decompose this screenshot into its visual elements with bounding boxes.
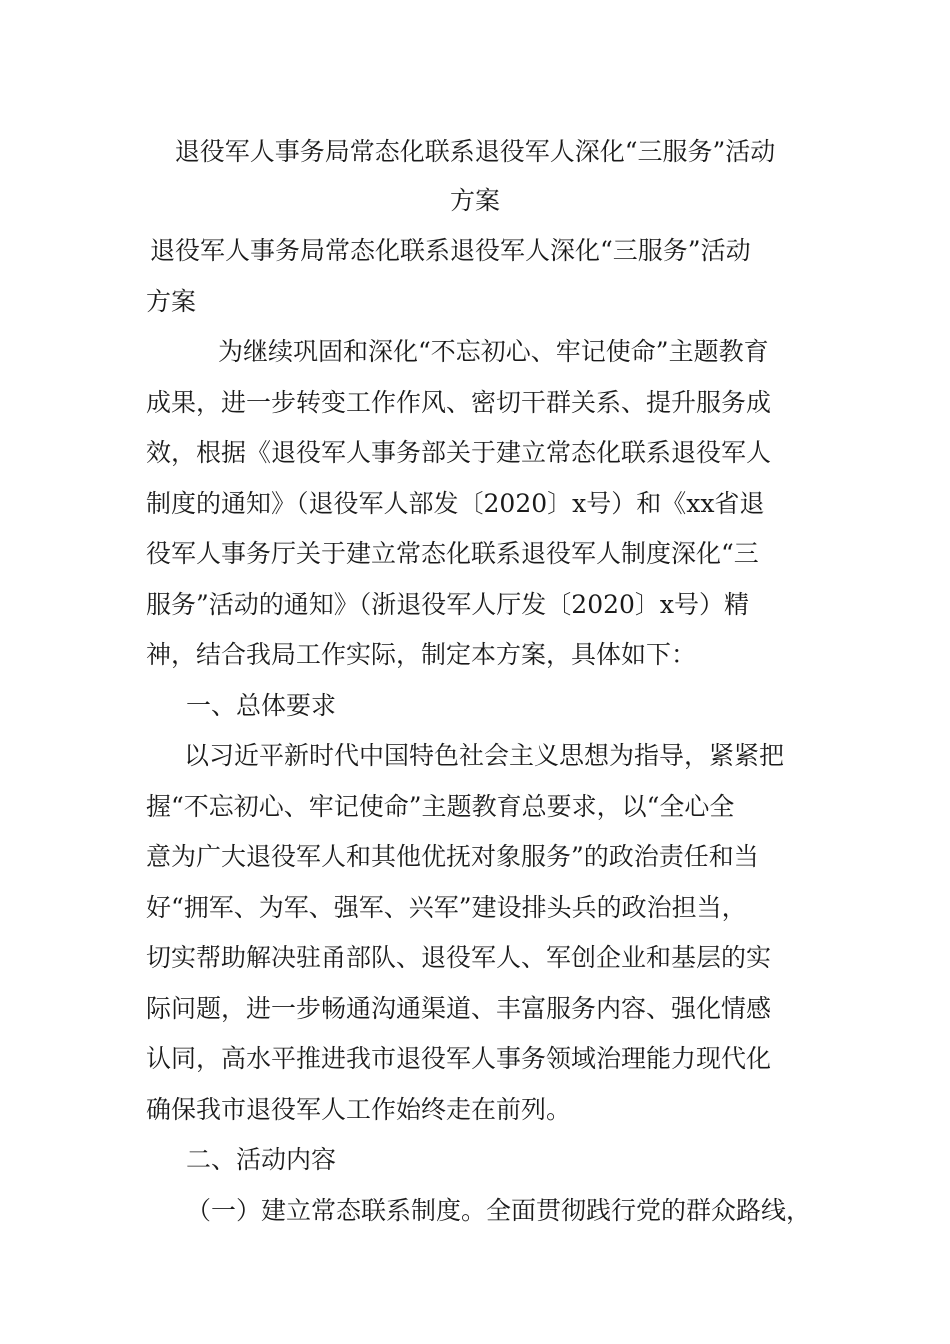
section1-paragraph-line: 好“拥军、为军、强军、兴军”建设排头兵的政治担当，: [146, 893, 747, 922]
subtitle-line-1: 退役军人事务局常态化联系退役军人深化“三服务”活动: [150, 236, 751, 265]
intro-paragraph-line: 成果，进一步转变工作作风、密切干群关系、提升服务成: [146, 388, 772, 417]
section1-paragraph-line: 际问题，进一步畅通沟通渠道、丰富服务内容、强化情感: [146, 994, 772, 1023]
section-heading-activity-content: 二、活动内容: [186, 1145, 337, 1174]
intro-paragraph-line: 役军人事务厅关于建立常态化联系退役军人制度深化“三: [146, 539, 759, 568]
subtitle-line-2: 方案: [146, 287, 197, 316]
section2-paragraph-line: （一）建立常态联系制度。全面贯彻践行党的群众路线，: [186, 1196, 812, 1225]
section1-paragraph-line: 以习近平新时代中国特色社会主义思想为指导，紧紧把: [184, 741, 785, 770]
intro-paragraph-line: 服务”活动的通知》（浙退役军人厅发〔2020〕x号）精: [146, 590, 750, 619]
document-title-line-2: 方案: [449, 186, 500, 215]
section1-paragraph-line: 握“不忘初心、牢记使命”主题教育总要求，以“全心全: [146, 792, 735, 821]
intro-paragraph-line: 为继续巩固和深化“不忘初心、牢记使命”主题教育: [218, 337, 769, 366]
intro-paragraph-line: 神，结合我局工作实际，制定本方案，具体如下：: [146, 640, 697, 669]
section1-paragraph-line: 切实帮助解决驻甬部队、退役军人、军创企业和基层的实: [146, 943, 772, 972]
section-heading-general-requirements: 一、总体要求: [186, 691, 337, 720]
intro-paragraph-line: 制度的通知》（退役军人部发〔2020〕x号）和《xx省退: [146, 489, 765, 518]
section1-paragraph-line: 意为广大退役军人和其他优抚对象服务”的政治责任和当: [146, 842, 759, 871]
intro-paragraph-line: 效，根据《退役军人事务部关于建立常态化联系退役军人: [146, 438, 772, 467]
document-title-line-1: 退役军人事务局常态化联系退役军人深化“三服务”活动: [174, 137, 776, 166]
section1-paragraph-line: 确保我市退役军人工作始终走在前列。: [146, 1095, 572, 1124]
section1-paragraph-line: 认同，高水平推进我市退役军人事务领域治理能力现代化: [146, 1044, 772, 1073]
